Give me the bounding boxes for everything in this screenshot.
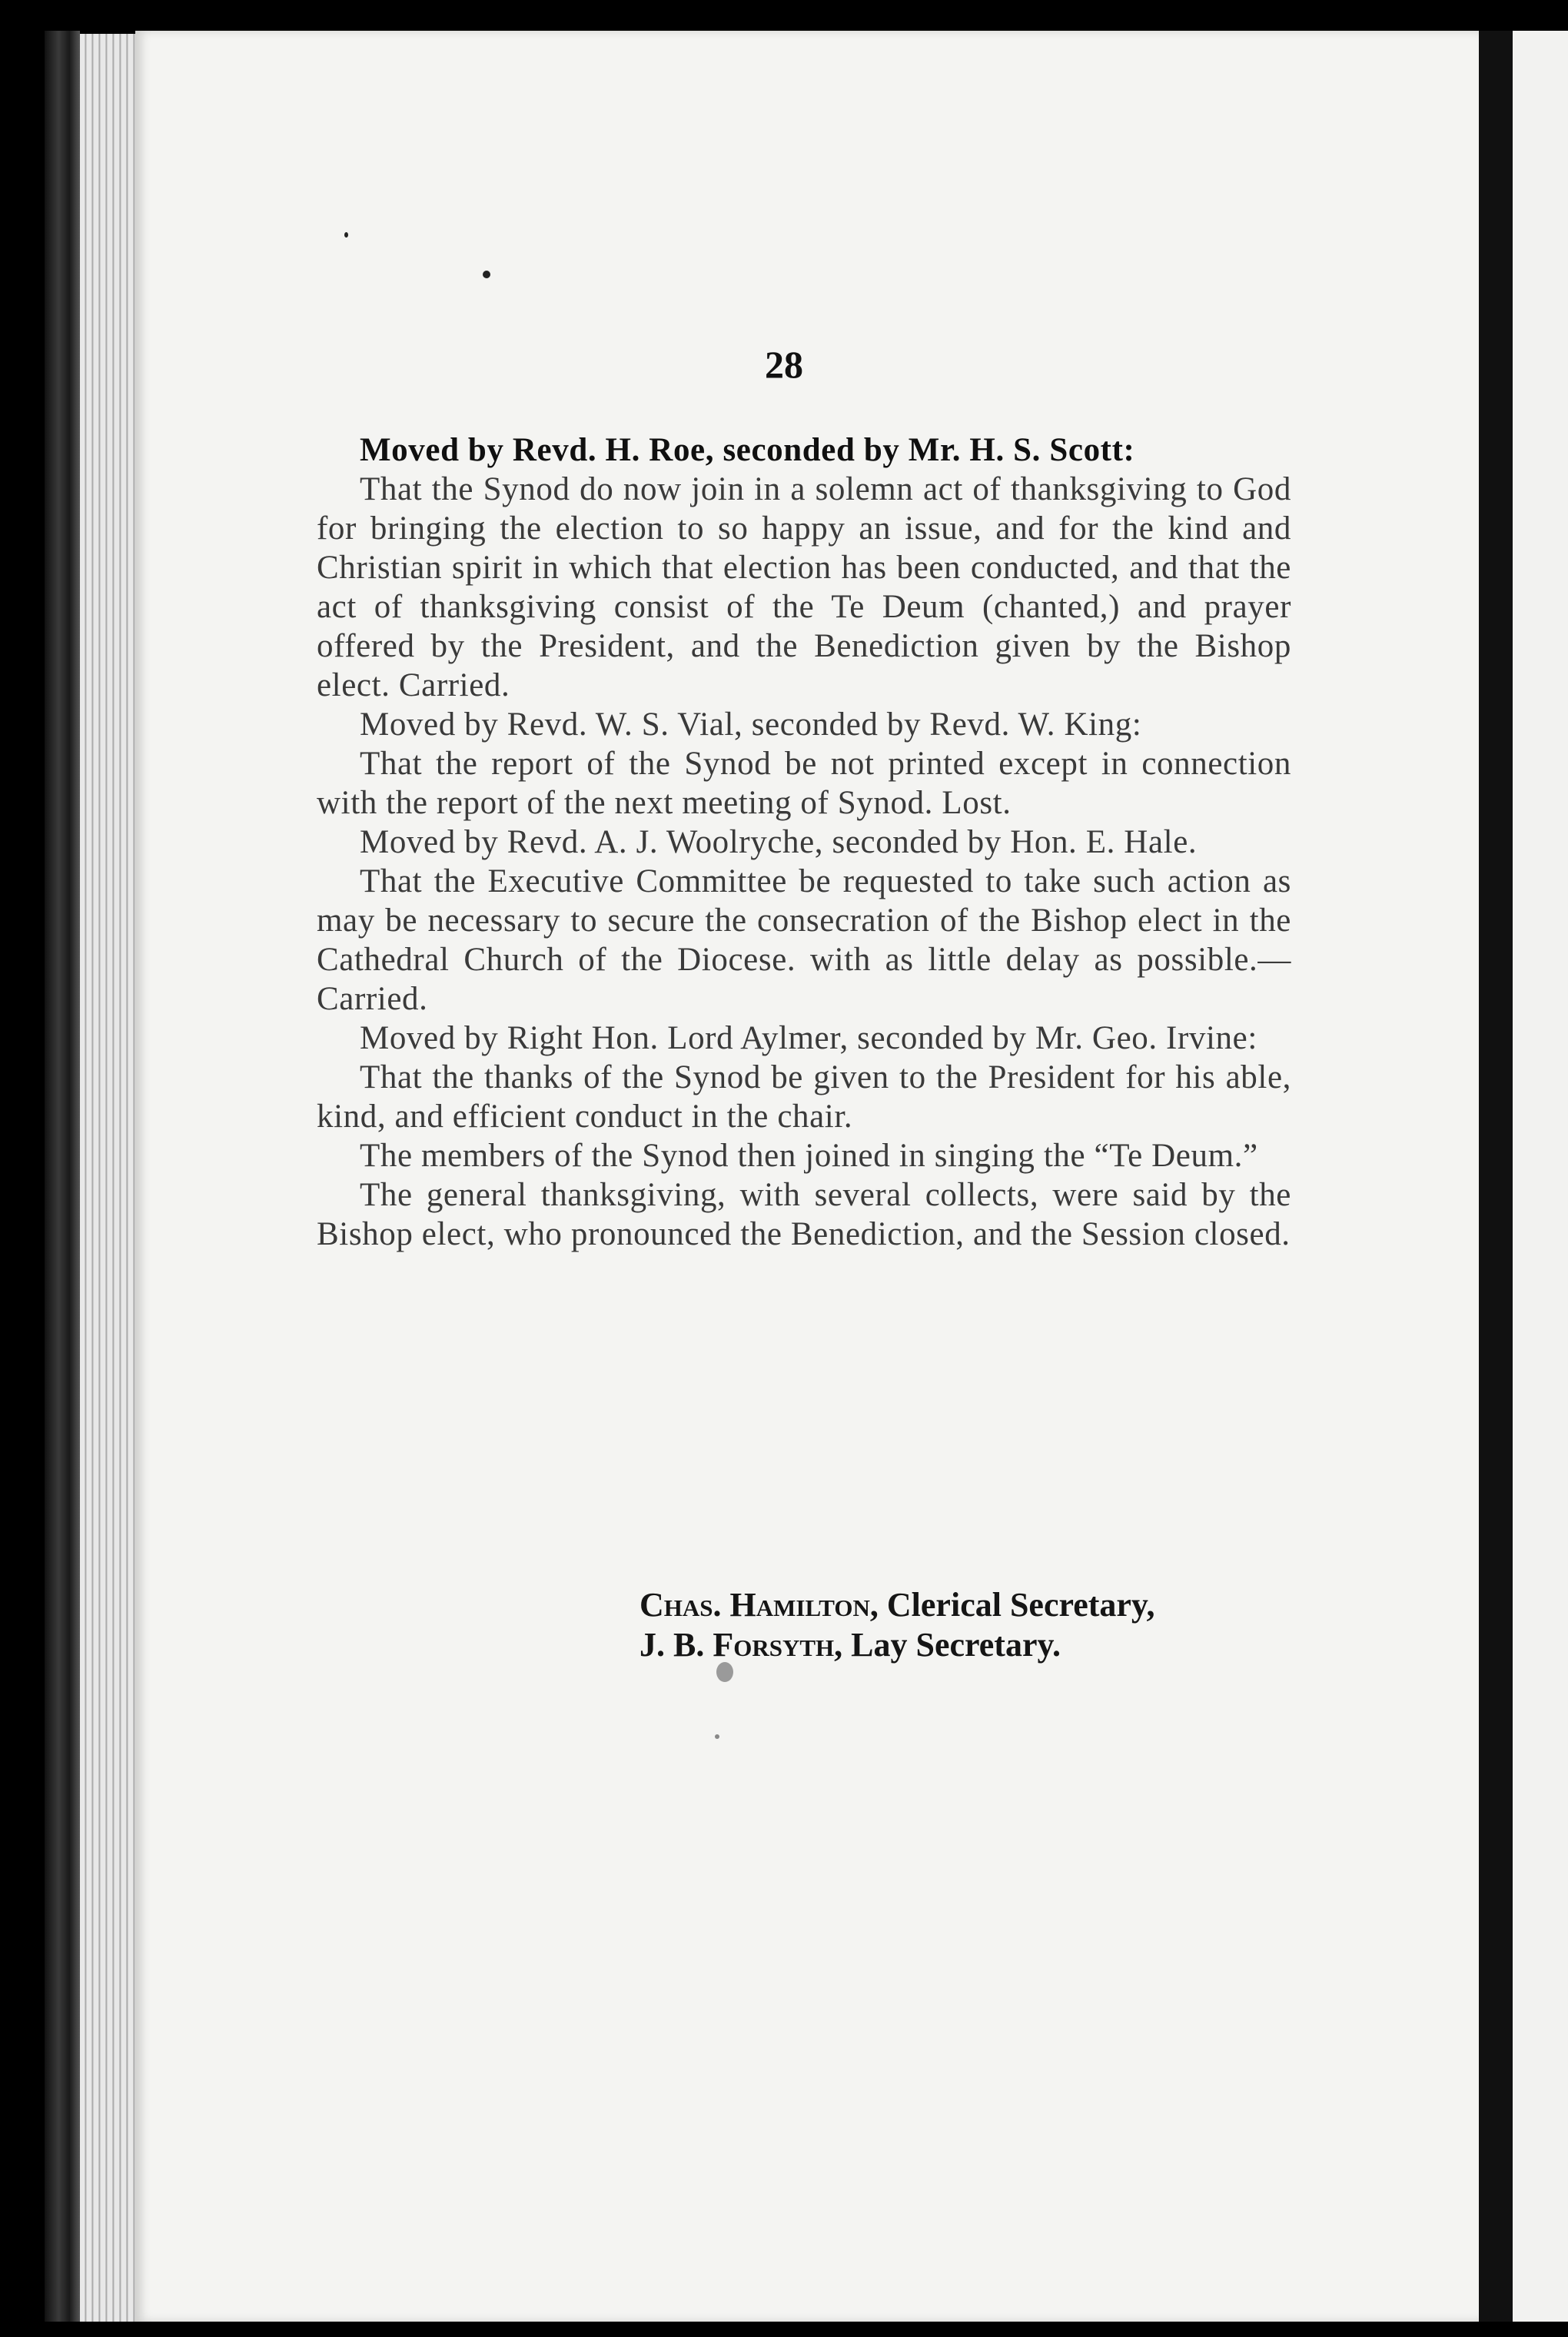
ink-speck <box>483 271 490 278</box>
motion-paragraph: Moved by Right Hon. Lord Aylmer, seconded by Mr. Geo. Irvine: <box>360 1020 1257 1056</box>
motion-paragraph: Moved by Revd. W. S. Vial, seconded by Revd. W. King: <box>360 706 1142 743</box>
lay-secretary-title: Lay Secretary. <box>851 1626 1061 1664</box>
motion-paragraph: Moved by Revd. A. J. Woolryche, seconded by Hon. E. Hale. <box>360 824 1198 860</box>
clerical-secretary-line <box>639 1585 1155 1625</box>
ink-speck <box>344 232 348 238</box>
motion-paragraph: Moved by Revd. H. Roe, seconded by Mr. H. S. Scott: <box>360 432 1135 468</box>
lay-secretary-line <box>639 1625 1155 1665</box>
signature-block <box>639 1585 1155 1665</box>
closing-paragraph: The members of the Synod then joined in singing the “Te Deum.” <box>360 1138 1258 1174</box>
ink-speck <box>715 1734 719 1739</box>
lay-secretary-name: J. B. Forsyth, <box>639 1626 843 1664</box>
closing-paragraph: The general thanksgiving, with several collects, were said by the Bishop elect, who pronounced the Benediction, and the Session closed. <box>317 1177 1291 1252</box>
resolution-paragraph: That the Executive Committee be requested to take such action as may be necessary to secure the consecration of the Bishop elect in the Cathedral Church of the Diocese. with as little delay as possible.—Carried. <box>317 863 1291 1017</box>
resolution-paragraph: That the report of the Synod be not printed except in connection with the report of the next meeting of Synod. Lost. <box>317 746 1291 821</box>
resolution-paragraph: That the thanks of the Synod be given to the President for his able, kind, and efficient conduct in the chair. <box>317 1059 1291 1135</box>
page-number: 28 <box>765 343 803 386</box>
resolution-paragraph: That the Synod do now join in a solemn act of thanksgiving to God for bringing the election to so happy an issue, and for the kind and Christian spirit in which that election has been conducted, and that the act of thanksgiving consist of the Te Deum (chanted,) and prayer offered by the President, and the Benediction given by the Bishop elect. Carried. <box>317 471 1291 703</box>
minutes-text <box>317 430 1291 1254</box>
clerical-secretary-name: Chas. Hamilton, <box>639 1586 879 1624</box>
clerical-secretary-title: Clerical Secretary, <box>886 1586 1155 1624</box>
